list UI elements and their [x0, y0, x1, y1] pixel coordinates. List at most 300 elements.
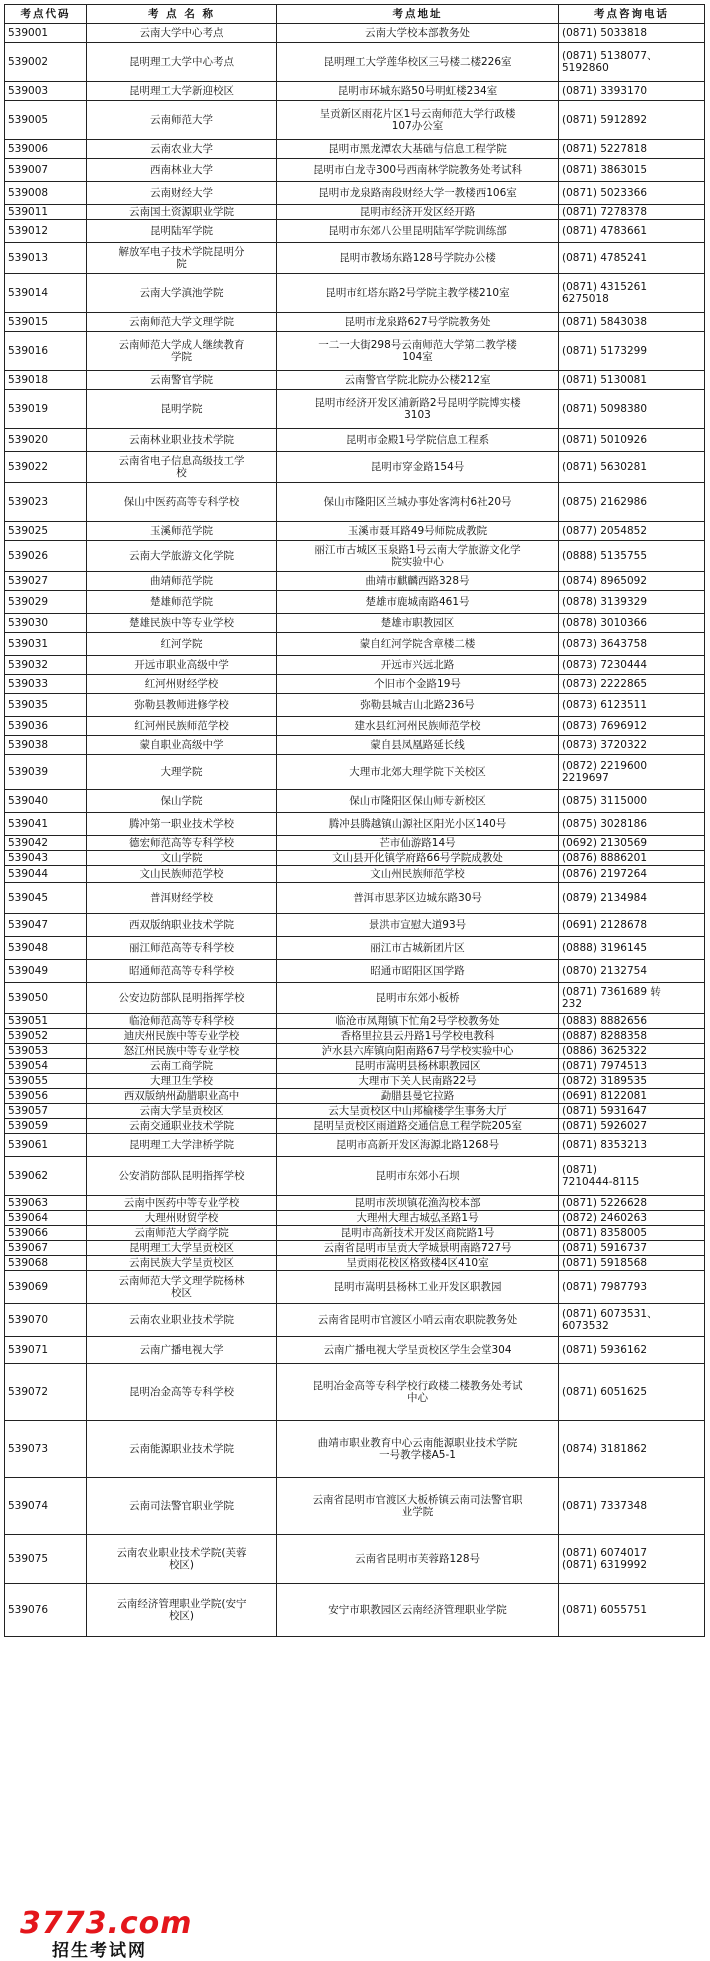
cell-address: 文山州民族师范学校	[277, 866, 559, 883]
cell-name: 西双版纳州勐腊职业高中	[87, 1089, 277, 1104]
cell-phone: (0871) 5912892	[559, 101, 705, 140]
cell-name: 昭通师范高等专科学校	[87, 960, 277, 983]
table-row	[5, 983, 705, 1014]
cell-phone: (0888) 5135755	[559, 541, 705, 572]
cell-address: 昆明理工大学莲华校区三号楼二楼226室	[277, 43, 559, 82]
cell-phone: (0692) 2130569	[559, 836, 705, 851]
cell-address: 昆明市龙泉路627号学院教务处	[277, 313, 559, 332]
cell-phone: (0872) 2219600 2219697	[559, 755, 705, 790]
cell-code: 539042	[5, 836, 87, 851]
cell-code: 539015	[5, 313, 87, 332]
cell-code: 539002	[5, 43, 87, 82]
cell-phone: (0887) 8288358	[559, 1029, 705, 1044]
cell-code: 539068	[5, 1256, 87, 1271]
table-row	[5, 1535, 705, 1584]
table-row	[5, 541, 705, 572]
cell-name: 昆明理工大学新迎校区	[87, 82, 277, 101]
cell-name: 文山学院	[87, 851, 277, 866]
cell-phone: (0873) 3643758	[559, 633, 705, 656]
cell-name: 昆明理工大学津桥学院	[87, 1134, 277, 1157]
cell-phone: (0873) 2222865	[559, 675, 705, 694]
cell-code: 539029	[5, 591, 87, 614]
cell-code: 539063	[5, 1196, 87, 1211]
cell-code: 539075	[5, 1535, 87, 1584]
cell-phone: (0871) 5843038	[559, 313, 705, 332]
cell-phone: (0875) 3028186	[559, 813, 705, 836]
cell-address: 保山市隆阳区保山师专新校区	[277, 790, 559, 813]
cell-name: 云南中医药中等专业学校	[87, 1196, 277, 1211]
table-row	[5, 755, 705, 790]
cell-code: 539023	[5, 483, 87, 522]
header-code: 考点代码	[5, 5, 87, 24]
table-row	[5, 572, 705, 591]
header-phone: 考点咨询电话	[559, 5, 705, 24]
table-row	[5, 429, 705, 452]
cell-code: 539073	[5, 1421, 87, 1478]
table-header-row	[5, 5, 705, 24]
table-row	[5, 1074, 705, 1089]
table-row	[5, 866, 705, 883]
table-row	[5, 1134, 705, 1157]
cell-phone: (0870) 2132754	[559, 960, 705, 983]
cell-phone: (0871) 7974513	[559, 1059, 705, 1074]
cell-address: 云南省昆明市呈贡大学城景明南路727号	[277, 1241, 559, 1256]
table-row	[5, 914, 705, 937]
cell-phone: (0871) 6055751	[559, 1584, 705, 1637]
cell-phone: (0874) 3181862	[559, 1421, 705, 1478]
cell-code: 539057	[5, 1104, 87, 1119]
cell-phone: (0871) 3393170	[559, 82, 705, 101]
cell-address: 一二一大街298号云南师范大学第二教学楼 104室	[277, 332, 559, 371]
cell-phone: (0871) 5226628	[559, 1196, 705, 1211]
exam-site-table	[4, 4, 705, 1637]
cell-address: 昆明市高新技术开发区商院路1号	[277, 1226, 559, 1241]
cell-phone: (0872) 2460263	[559, 1211, 705, 1226]
cell-name: 大理卫生学校	[87, 1074, 277, 1089]
cell-code: 539032	[5, 656, 87, 675]
cell-address: 呈贡雨花校区格致楼4区410室	[277, 1256, 559, 1271]
cell-address: 文山县开化镇学府路66号学院成教处	[277, 851, 559, 866]
cell-code: 539016	[5, 332, 87, 371]
cell-address: 大理市下关人民南路22号	[277, 1074, 559, 1089]
cell-phone: (0871) 6074017 (0871) 6319992	[559, 1535, 705, 1584]
cell-code: 539071	[5, 1337, 87, 1364]
cell-name: 云南警官学院	[87, 371, 277, 390]
cell-phone: (0871) 5010926	[559, 429, 705, 452]
cell-name: 公安消防部队昆明指挥学校	[87, 1157, 277, 1196]
cell-phone: (0691) 2128678	[559, 914, 705, 937]
watermark-label: 招生考试网	[52, 1941, 147, 1961]
cell-name: 云南经济管理职业学院(安宁 校区)	[87, 1584, 277, 1637]
cell-name: 云南国土资源职业学院	[87, 205, 277, 220]
table-row	[5, 1226, 705, 1241]
table-row	[5, 220, 705, 243]
cell-code: 539072	[5, 1364, 87, 1421]
cell-phone: (0875) 3115000	[559, 790, 705, 813]
cell-name: 云南大学旅游文化学院	[87, 541, 277, 572]
cell-code: 539038	[5, 736, 87, 755]
cell-phone: (0871) 8358005	[559, 1226, 705, 1241]
cell-address: 昆明市环城东路50号明虹楼234室	[277, 82, 559, 101]
cell-name: 红河州财经学校	[87, 675, 277, 694]
cell-code: 539041	[5, 813, 87, 836]
cell-address: 开远市兴远北路	[277, 656, 559, 675]
table-row	[5, 1584, 705, 1637]
cell-phone: (0877) 2054852	[559, 522, 705, 541]
cell-name: 云南财经大学	[87, 182, 277, 205]
cell-name: 云南工商学院	[87, 1059, 277, 1074]
cell-phone: (0878) 3139329	[559, 591, 705, 614]
cell-code: 539062	[5, 1157, 87, 1196]
cell-address: 昆明市穿金路154号	[277, 452, 559, 483]
cell-address: 昆明市东郊小板桥	[277, 983, 559, 1014]
table-body	[5, 24, 705, 1637]
table-row	[5, 24, 705, 43]
table-row	[5, 675, 705, 694]
cell-code: 539044	[5, 866, 87, 883]
cell-phone: (0871) 5173299	[559, 332, 705, 371]
cell-address: 泸水县六库镇向阳南路67号学校实验中心	[277, 1044, 559, 1059]
table-row	[5, 159, 705, 182]
cell-address: 昆明市教场东路128号学院办公楼	[277, 243, 559, 274]
table-row	[5, 591, 705, 614]
cell-phone: (0876) 2197264	[559, 866, 705, 883]
cell-code: 539007	[5, 159, 87, 182]
cell-name: 云南师范大学文理学院杨林 校区	[87, 1271, 277, 1304]
cell-code: 539039	[5, 755, 87, 790]
cell-address: 昆明市龙泉路南段财经大学一教楼西106室	[277, 182, 559, 205]
table-row	[5, 790, 705, 813]
table-row	[5, 182, 705, 205]
cell-address: 云南省昆明市官渡区小哨云南农职院教务处	[277, 1304, 559, 1337]
cell-name: 玉溪师范学院	[87, 522, 277, 541]
cell-code: 539051	[5, 1014, 87, 1029]
exam-site-document	[4, 4, 704, 1637]
table-row	[5, 390, 705, 429]
cell-code: 539025	[5, 522, 87, 541]
table-row	[5, 1337, 705, 1364]
cell-phone: (0871) 4783661	[559, 220, 705, 243]
cell-code: 539074	[5, 1478, 87, 1535]
table-row	[5, 851, 705, 866]
cell-phone: (0872) 3189535	[559, 1074, 705, 1089]
cell-address: 曲靖市职业教育中心云南能源职业技术学院 一号教学楼A5-1	[277, 1421, 559, 1478]
cell-name: 云南广播电视大学	[87, 1337, 277, 1364]
cell-name: 迪庆州民族中等专业学校	[87, 1029, 277, 1044]
cell-code: 539040	[5, 790, 87, 813]
cell-code: 539070	[5, 1304, 87, 1337]
cell-code: 539012	[5, 220, 87, 243]
cell-phone: (0873) 7696912	[559, 717, 705, 736]
table-row	[5, 1211, 705, 1226]
cell-name: 蒙自职业高级中学	[87, 736, 277, 755]
cell-code: 539054	[5, 1059, 87, 1074]
cell-name: 昆明陆军学院	[87, 220, 277, 243]
cell-name: 昆明理工大学呈贡校区	[87, 1241, 277, 1256]
cell-name: 楚雄民族中等专业学校	[87, 614, 277, 633]
cell-address: 弥勒县城吉山北路236号	[277, 694, 559, 717]
cell-code: 539050	[5, 983, 87, 1014]
cell-name: 开远市职业高级中学	[87, 656, 277, 675]
cell-address: 云大呈贡校区中山邦榆楼学生事务大厅	[277, 1104, 559, 1119]
cell-phone: (0871) 5138077、 5192860	[559, 43, 705, 82]
cell-code: 539011	[5, 205, 87, 220]
cell-address: 昆明市金殿1号学院信息工程系	[277, 429, 559, 452]
table-row	[5, 1059, 705, 1074]
cell-address: 安宁市职教园区云南经济管理职业学院	[277, 1584, 559, 1637]
table-row	[5, 717, 705, 736]
cell-phone: (0871) 7337348	[559, 1478, 705, 1535]
cell-name: 云南师范大学商学院	[87, 1226, 277, 1241]
cell-phone: (0871) 5023366	[559, 182, 705, 205]
cell-phone: (0871) 5630281	[559, 452, 705, 483]
cell-code: 539014	[5, 274, 87, 313]
cell-code: 539048	[5, 937, 87, 960]
table-row	[5, 1157, 705, 1196]
cell-address: 楚雄市鹿城南路461号	[277, 591, 559, 614]
table-row	[5, 43, 705, 82]
cell-code: 539027	[5, 572, 87, 591]
table-row	[5, 483, 705, 522]
cell-phone: (0871) 5918568	[559, 1256, 705, 1271]
table-row	[5, 452, 705, 483]
cell-name: 云南省电子信息高级技工学 校	[87, 452, 277, 483]
cell-name: 文山民族师范学校	[87, 866, 277, 883]
cell-address: 勐腊县曼它拉路	[277, 1089, 559, 1104]
table-row	[5, 633, 705, 656]
watermark-site: 3773.com	[20, 1906, 193, 1941]
cell-name: 怒江州民族中等专业学校	[87, 1044, 277, 1059]
cell-code: 539064	[5, 1211, 87, 1226]
cell-address: 云南省昆明市官渡区大板桥镇云南司法警官职 业学院	[277, 1478, 559, 1535]
cell-name: 红河学院	[87, 633, 277, 656]
cell-name: 云南司法警官职业学院	[87, 1478, 277, 1535]
cell-name: 云南师范大学文理学院	[87, 313, 277, 332]
cell-phone: (0871) 5936162	[559, 1337, 705, 1364]
table-row	[5, 1304, 705, 1337]
cell-code: 539053	[5, 1044, 87, 1059]
cell-address: 曲靖市麒麟西路328号	[277, 572, 559, 591]
cell-code: 539061	[5, 1134, 87, 1157]
table-row	[5, 205, 705, 220]
table-row	[5, 960, 705, 983]
table-row	[5, 1256, 705, 1271]
cell-address: 昭通市昭阳区国学路	[277, 960, 559, 983]
cell-address: 蒙自红河学院含章楼二楼	[277, 633, 559, 656]
cell-phone: (0871) 4785241	[559, 243, 705, 274]
cell-phone: (0871) 8353213	[559, 1134, 705, 1157]
cell-address: 昆明市经济开发区浦新路2号昆明学院博实楼 3103	[277, 390, 559, 429]
cell-name: 云南民族大学呈贡校区	[87, 1256, 277, 1271]
cell-address: 昆明市嵩明县杨林职教园区	[277, 1059, 559, 1074]
cell-address: 云南省昆明市芙蓉路128号	[277, 1535, 559, 1584]
cell-address: 个旧市个金路19号	[277, 675, 559, 694]
cell-name: 公安边防部队昆明指挥学校	[87, 983, 277, 1014]
cell-phone: (0874) 8965092	[559, 572, 705, 591]
table-row	[5, 332, 705, 371]
table-row	[5, 836, 705, 851]
table-row	[5, 614, 705, 633]
cell-address: 昆明市黑龙潭农大基础与信息工程学院	[277, 140, 559, 159]
cell-code: 539076	[5, 1584, 87, 1637]
cell-address: 昆明市红塔东路2号学院主教学楼210室	[277, 274, 559, 313]
table-row	[5, 656, 705, 675]
cell-code: 539031	[5, 633, 87, 656]
cell-phone: (0691) 8122081	[559, 1089, 705, 1104]
cell-name: 昆明冶金高等专科学校	[87, 1364, 277, 1421]
watermark-logo	[8, 1906, 208, 1961]
cell-name: 云南师范大学	[87, 101, 277, 140]
cell-name: 大理学院	[87, 755, 277, 790]
cell-name: 云南农业职业技术学院(芙蓉 校区)	[87, 1535, 277, 1584]
cell-phone: (0871) 5033818	[559, 24, 705, 43]
cell-name: 昆明理工大学中心考点	[87, 43, 277, 82]
cell-address: 昆明市白龙寺300号西南林学院教务处考试科	[277, 159, 559, 182]
cell-code: 539036	[5, 717, 87, 736]
table-row	[5, 1421, 705, 1478]
table-row	[5, 1271, 705, 1304]
cell-name: 云南农业职业技术学院	[87, 1304, 277, 1337]
cell-address: 呈贡新区雨花片区1号云南师范大学行政楼 107办公室	[277, 101, 559, 140]
cell-code: 539022	[5, 452, 87, 483]
cell-name: 丽江师范高等专科学校	[87, 937, 277, 960]
table-row	[5, 1119, 705, 1134]
table-row	[5, 1104, 705, 1119]
cell-code: 539030	[5, 614, 87, 633]
cell-address: 昆明呈贡校区雨道路交通信息工程学院205室	[277, 1119, 559, 1134]
table-row	[5, 883, 705, 914]
cell-phone: (0873) 3720322	[559, 736, 705, 755]
cell-address: 普洱市思茅区边城东路30号	[277, 883, 559, 914]
table-row	[5, 1014, 705, 1029]
cell-phone: (0871) 5227818	[559, 140, 705, 159]
cell-code: 539055	[5, 1074, 87, 1089]
table-row	[5, 1029, 705, 1044]
cell-name: 云南能源职业技术学院	[87, 1421, 277, 1478]
table-row	[5, 736, 705, 755]
cell-name: 德宏师范高等专科学校	[87, 836, 277, 851]
table-row	[5, 274, 705, 313]
cell-address: 香格里拉县云丹路1号学校电教科	[277, 1029, 559, 1044]
cell-phone: (0883) 8882656	[559, 1014, 705, 1029]
header-name: 考 点 名 称	[87, 5, 277, 24]
cell-address: 丽江市古城新团片区	[277, 937, 559, 960]
table-row	[5, 1478, 705, 1535]
cell-name: 解放军电子技术学院昆明分 院	[87, 243, 277, 274]
cell-address: 临沧市凤翔镇下忙角2号学校教务处	[277, 1014, 559, 1029]
cell-code: 539020	[5, 429, 87, 452]
cell-name: 红河州民族师范学校	[87, 717, 277, 736]
cell-phone: (0888) 3196145	[559, 937, 705, 960]
cell-name: 云南师范大学成人继续教育 学院	[87, 332, 277, 371]
cell-code: 539033	[5, 675, 87, 694]
cell-name: 昆明学院	[87, 390, 277, 429]
cell-code: 539056	[5, 1089, 87, 1104]
cell-address: 腾冲县腾越镇山源社区阳光小区140号	[277, 813, 559, 836]
cell-phone: (0876) 8886201	[559, 851, 705, 866]
cell-address: 云南警官学院北院办公楼212室	[277, 371, 559, 390]
table-row	[5, 371, 705, 390]
cell-address: 大理州大理古城弘圣路1号	[277, 1211, 559, 1226]
cell-address: 保山市隆阳区兰城办事处客湾村6社20号	[277, 483, 559, 522]
cell-address: 景洪市宣慰大道93号	[277, 914, 559, 937]
cell-name: 西双版纳职业技术学院	[87, 914, 277, 937]
cell-name: 云南大学呈贡校区	[87, 1104, 277, 1119]
table-row	[5, 101, 705, 140]
table-row	[5, 82, 705, 101]
cell-address: 玉溪市聂耳路49号师院成教院	[277, 522, 559, 541]
cell-name: 腾冲第一职业技术学校	[87, 813, 277, 836]
cell-address: 丽江市古城区玉泉路1号云南大学旅游文化学 院实验中心	[277, 541, 559, 572]
cell-phone: (0871) 5931647	[559, 1104, 705, 1119]
cell-code: 539067	[5, 1241, 87, 1256]
cell-code: 539069	[5, 1271, 87, 1304]
cell-phone: (0886) 3625322	[559, 1044, 705, 1059]
table-row	[5, 1089, 705, 1104]
cell-address: 云南广播电视大学呈贡校区学生会堂304	[277, 1337, 559, 1364]
cell-code: 539047	[5, 914, 87, 937]
table-row	[5, 1044, 705, 1059]
cell-phone: (0871) 5098380	[559, 390, 705, 429]
cell-code: 539066	[5, 1226, 87, 1241]
cell-phone: (0871) 5926027	[559, 1119, 705, 1134]
cell-phone: (0871) 5130081	[559, 371, 705, 390]
cell-name: 云南大学滇池学院	[87, 274, 277, 313]
cell-code: 539043	[5, 851, 87, 866]
cell-phone: (0871) 7987793	[559, 1271, 705, 1304]
cell-name: 临沧师范高等专科学校	[87, 1014, 277, 1029]
cell-address: 建水县红河州民族师范学校	[277, 717, 559, 736]
cell-phone: (0871) 5916737	[559, 1241, 705, 1256]
cell-address: 昆明市高新开发区海源北路1268号	[277, 1134, 559, 1157]
cell-address: 大理市北郊大理学院下关校区	[277, 755, 559, 790]
cell-phone: (0871) 7278378	[559, 205, 705, 220]
cell-address: 昆明市茨坝镇花渔沟校本部	[277, 1196, 559, 1211]
header-address: 考点地址	[277, 5, 559, 24]
cell-address: 昆明市嵩明县杨林工业开发区职教园	[277, 1271, 559, 1304]
cell-code: 539003	[5, 82, 87, 101]
cell-name: 大理州财贸学校	[87, 1211, 277, 1226]
cell-phone: (0871) 6051625	[559, 1364, 705, 1421]
cell-code: 539045	[5, 883, 87, 914]
cell-name: 保山学院	[87, 790, 277, 813]
cell-code: 539049	[5, 960, 87, 983]
cell-code: 539008	[5, 182, 87, 205]
cell-phone: (0873) 6123511	[559, 694, 705, 717]
table-row	[5, 1364, 705, 1421]
table-row	[5, 313, 705, 332]
cell-phone: (0873) 7230444	[559, 656, 705, 675]
cell-name: 弥勒县教师进修学校	[87, 694, 277, 717]
cell-name: 楚雄师范学院	[87, 591, 277, 614]
cell-name: 云南林业职业技术学院	[87, 429, 277, 452]
cell-address: 昆明市东郊八公里昆明陆军学院训练部	[277, 220, 559, 243]
cell-name: 普洱财经学校	[87, 883, 277, 914]
cell-name: 西南林业大学	[87, 159, 277, 182]
cell-name: 云南大学中心考点	[87, 24, 277, 43]
table-row	[5, 522, 705, 541]
cell-name: 云南农业大学	[87, 140, 277, 159]
cell-address: 云南大学校本部教务处	[277, 24, 559, 43]
cell-phone: (0871) 3863015	[559, 159, 705, 182]
cell-code: 539006	[5, 140, 87, 159]
table-row	[5, 937, 705, 960]
cell-code: 539059	[5, 1119, 87, 1134]
cell-phone: (0879) 2134984	[559, 883, 705, 914]
table-row	[5, 243, 705, 274]
cell-code: 539019	[5, 390, 87, 429]
table-row	[5, 813, 705, 836]
